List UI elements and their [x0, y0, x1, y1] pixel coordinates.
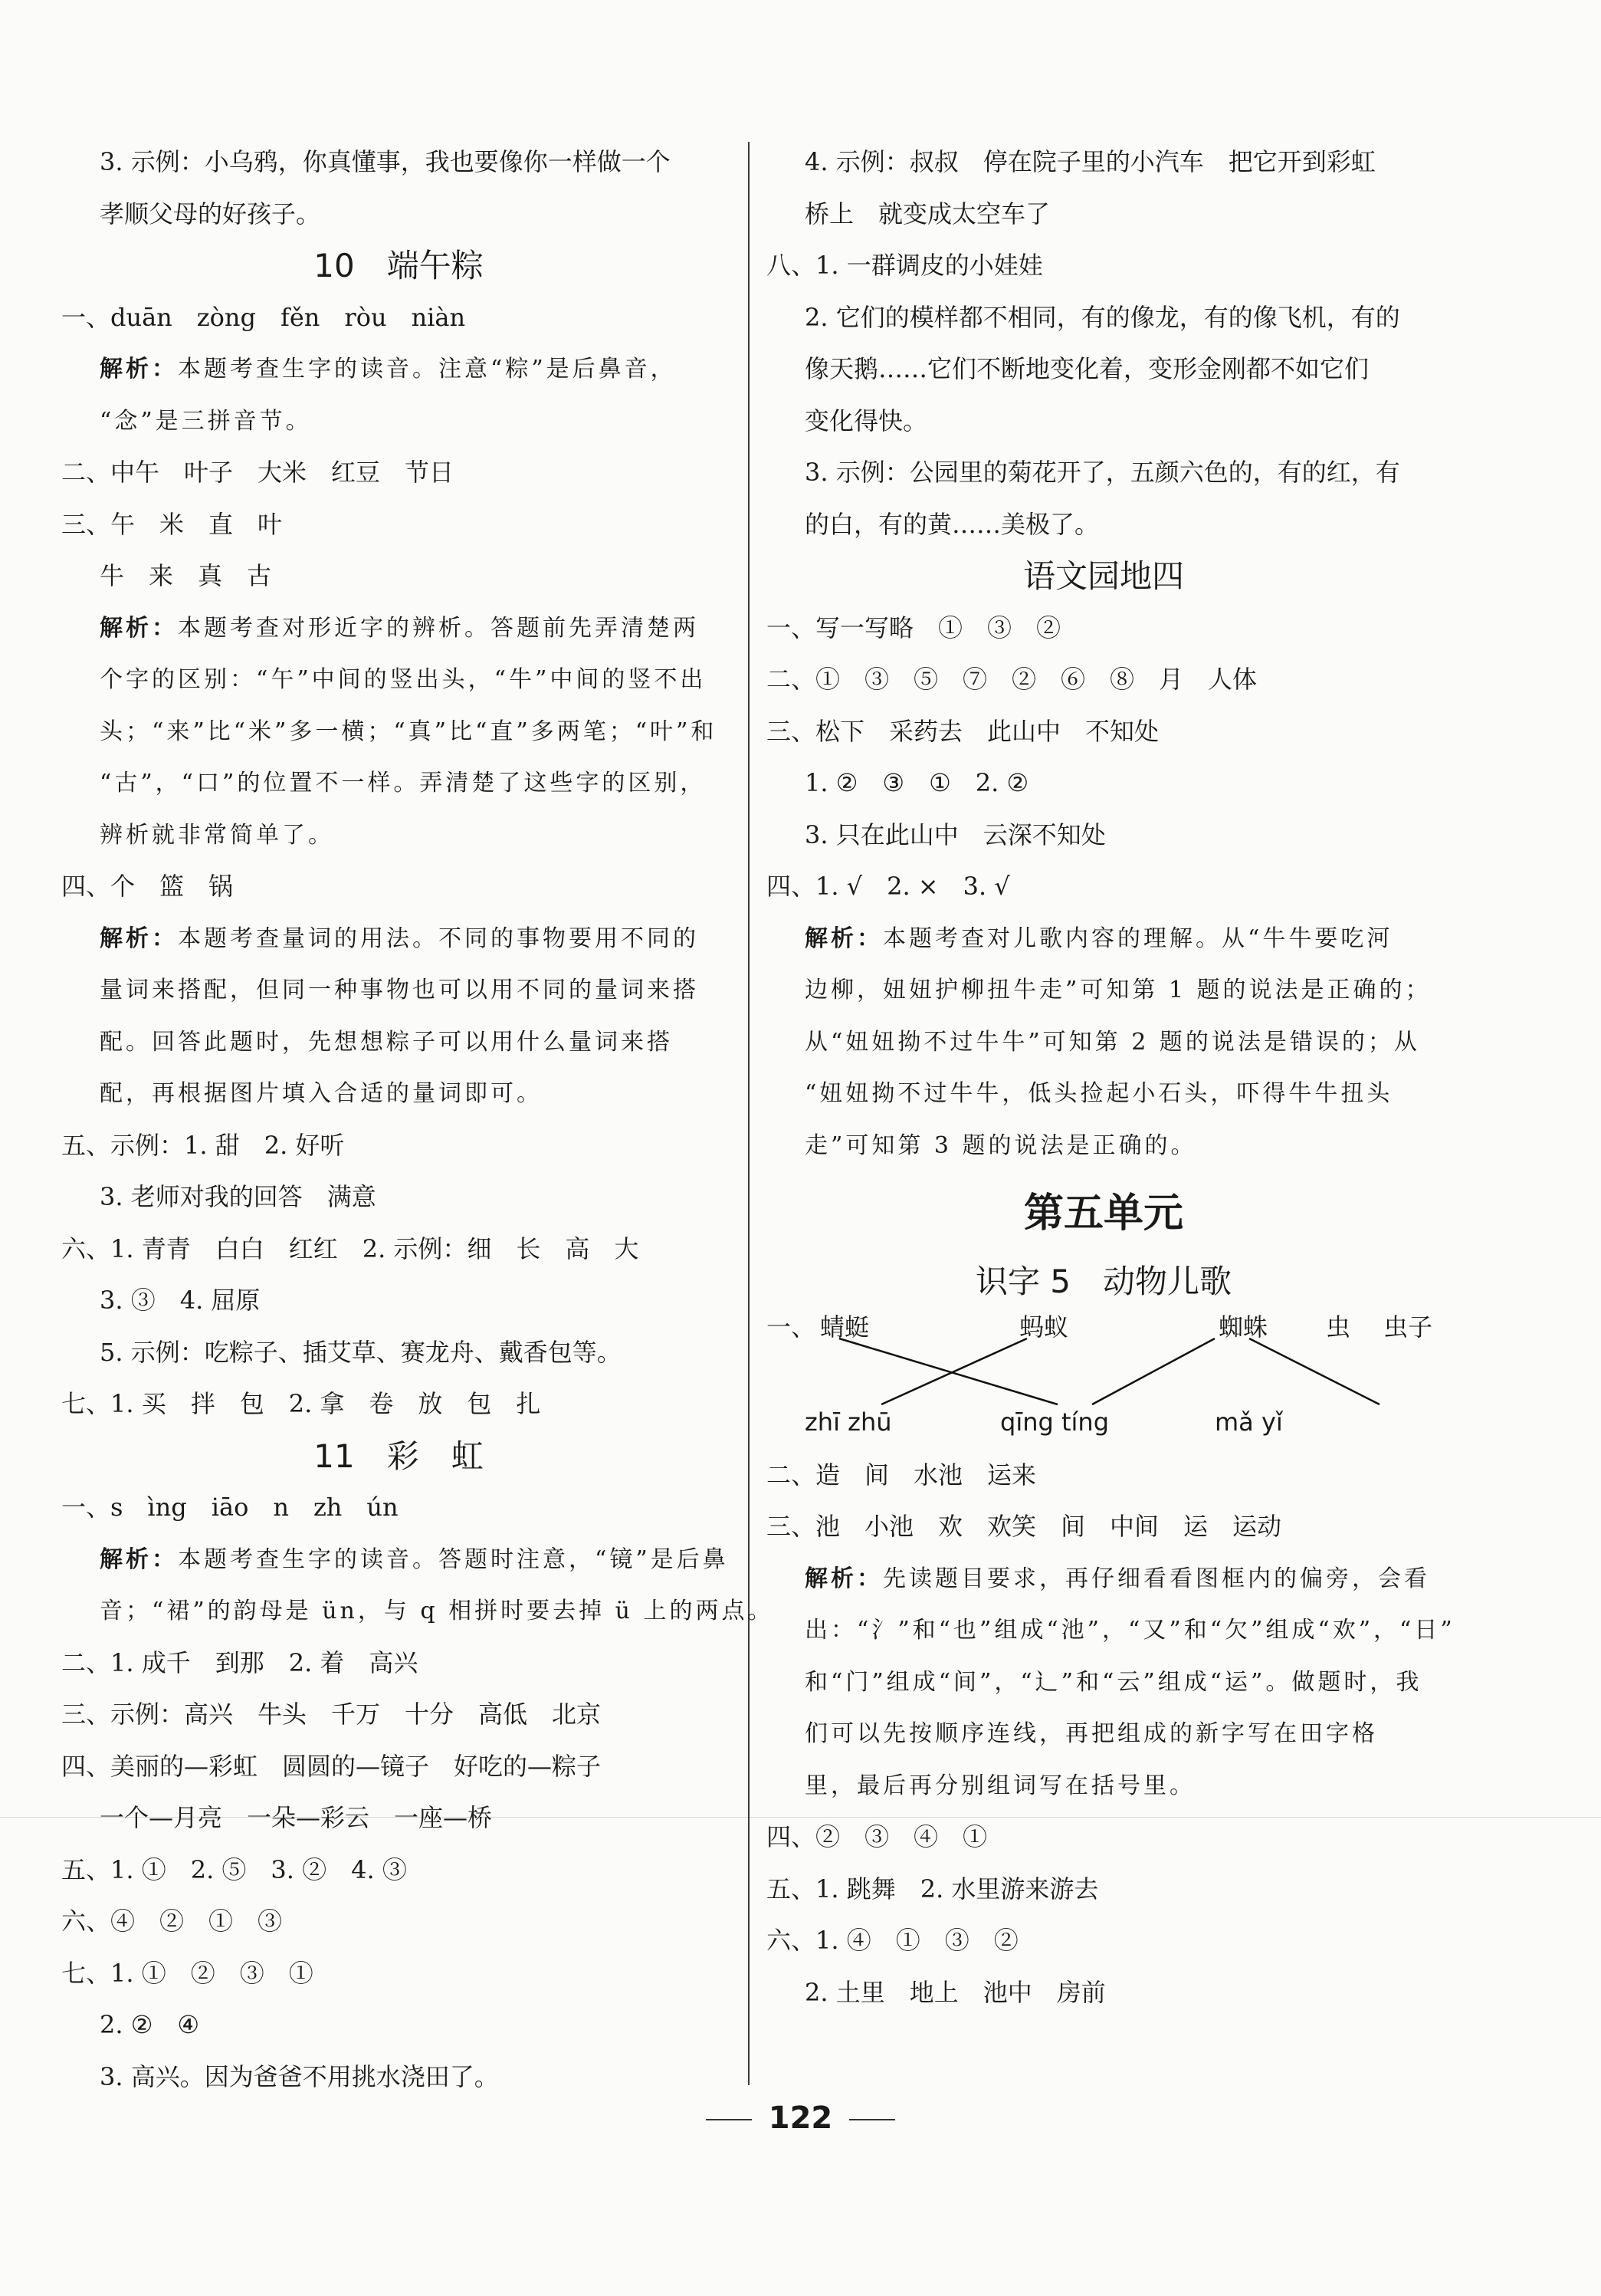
match-word: 虫 [1326, 1312, 1351, 1342]
answer-line: 变化得快。 [805, 406, 928, 435]
footer-dash [706, 2119, 752, 2120]
explanation-line: “妞妞拗不过牛牛，低头捡起小石头，吓得牛牛扭头 [805, 1080, 1393, 1107]
explanation-line: 们可以先按顺序连线，再把组成的新字写在田字格 [805, 1720, 1378, 1747]
explanation-label: 解析： [805, 925, 883, 952]
explanation-line: 解析：本题考查量词的用法。不同的事物要用不同的 [100, 925, 699, 952]
match-word: 蜻蜓 [820, 1312, 870, 1342]
explanation-line: 解析：本题考查生字的读音。注意“粽”是后鼻音， [100, 356, 677, 383]
answer-line: 五、1. ① 2. ⑤ 3. ② 4. ③ [61, 1854, 407, 1884]
match-line [881, 1339, 1027, 1404]
explanation-line: 音；“裙”的韵母是 ün，与 q 相拼时要去掉 ü 上的两点。 [100, 1598, 774, 1624]
text-line: 4. 示例：叔叔 停在院子里的小汽车 把它开到彩虹 [805, 147, 1376, 176]
explanation-label: 解析： [100, 925, 178, 952]
column-divider [748, 142, 750, 2085]
answer-line: 三、午 米 直 叶 [61, 509, 283, 539]
answer-line: 1. ② ③ ① 2. ② [805, 768, 1029, 797]
answer-line: 三、松下 采药去 此山中 不知处 [766, 716, 1160, 746]
explanation-line: 辨析就非常简单了。 [100, 821, 334, 849]
lesson-title: 11 彩 虹 [313, 1437, 484, 1475]
answer-line: 5. 示例：吃粽子、插艾草、赛龙舟、戴香包等。 [100, 1337, 622, 1367]
answer-line: 六、1. ④ ① ③ ② [766, 1926, 1019, 1955]
answer-line: 六、1. 青青 白白 红红 2. 示例：细 长 高 大 [61, 1233, 639, 1263]
explanation-line: 个字的区别：“午”中间的竖出头，“牛”中间的竖不出 [100, 666, 707, 693]
answer-line: 四、② ③ ④ ① [766, 1822, 988, 1851]
match-line [1092, 1339, 1215, 1404]
explanation-line: 和“门”组成“间”，“辶”和“云”组成“运”。做题时，我 [805, 1668, 1422, 1696]
match-line [839, 1339, 1058, 1404]
section-title: 语文园地四 [1022, 557, 1184, 595]
explanation-line: 配。回答此题时，先想想粽子可以用什么量词来搭 [100, 1028, 673, 1056]
answer-line: 四、美丽的—彩虹 圆圆的—镜子 好吃的—粽子 [61, 1751, 602, 1781]
explanation-line: 解析：本题考查对儿歌内容的理解。从“牛牛要吃河 [805, 925, 1393, 952]
answer-line: 二、1. 成千 到那 2. 着 高兴 [61, 1647, 418, 1677]
explanation-line: “念”是三拼音节。 [100, 407, 312, 435]
answer-line: 二、造 间 水池 运来 [766, 1460, 1037, 1490]
answer-line: 2. 土里 地上 池中 房前 [805, 1977, 1106, 2007]
matching-exercise [766, 1308, 1441, 1450]
answer-line: 3. 老师对我的回答 满意 [100, 1182, 376, 1211]
match-line [1249, 1339, 1380, 1404]
answer-line: 五、示例：1. 甜 2. 好听 [61, 1130, 345, 1160]
answer-line: 二、① ③ ⑤ ⑦ ② ⑥ ⑧ 月 人体 [766, 665, 1258, 694]
text-line: 孝顺父母的好孩子。 [100, 199, 321, 228]
lesson-title: 识字 5 动物儿歌 [975, 1263, 1232, 1300]
explanation-line: 出：“氵”和“也”组成“池”，“又”和“欠”组成“欢”，“日” [805, 1617, 1455, 1644]
lesson-title: 10 端午粽 [313, 247, 484, 284]
answer-line: 七、1. 买 拌 包 2. 拿 卷 放 包 扎 [61, 1389, 541, 1418]
explanation-line: 解析：本题考查对形近字的辨析。答题前先弄清楚两 [100, 614, 699, 642]
right-column [766, 136, 1455, 2018]
answer-line: 像天鹅……它们不断地变化着，变形金刚都不如它们 [805, 354, 1370, 383]
answer-line: 三、池 小池 欢 欢笑 间 中间 运 运动 [766, 1512, 1282, 1541]
explanation-line: 配，再根据图片填入合适的量词即可。 [100, 1080, 543, 1107]
answer-line: 七、1. ① ② ③ ① [61, 1958, 313, 1988]
text-line: 桥上 就变成太空车了 [805, 199, 1051, 228]
answer-line: 一、duān zòng fěn ròu niàn [61, 302, 466, 332]
explanation-line: 边柳，妞妞护柳扭牛走”可知第 1 题的说法是正确的； [805, 977, 1432, 1003]
answer-line: 3. 高兴。因为爸爸不用挑水浇田了。 [100, 2061, 499, 2091]
match-pinyin: zhī zhū [805, 1407, 892, 1437]
answer-line: 3. 只在此山中 云深不知处 [805, 820, 1106, 849]
match-word: 虫子 [1383, 1312, 1433, 1342]
answer-line: 三、示例：高兴 牛头 千万 十分 高低 北京 [61, 1700, 602, 1729]
answer-line: 四、1. √ 2. × 3. √ [766, 872, 1010, 901]
explanation-label: 解析： [100, 1545, 178, 1573]
answer-line: 八、1. 一群调皮的小娃娃 [766, 251, 1043, 280]
match-prefix: 一、 [766, 1312, 816, 1342]
explanation-line: 走”可知第 3 题的说法是正确的。 [805, 1132, 1197, 1159]
explanation-line: 量词来搭配，但同一种事物也可以用不同的量词来搭 [100, 977, 699, 1003]
explanation-line: 解析：本题考查生字的读音。答题时注意，“镜”是后鼻 [100, 1545, 729, 1573]
explanation-line: 里，最后再分别组词写在括号里。 [805, 1772, 1196, 1799]
footer-dash [849, 2119, 895, 2120]
answer-line: 3. 示例：公园里的菊花开了，五颜六色的，有的红，有 [805, 458, 1400, 487]
answer-line: 2. 它们的模样都不相同，有的像龙，有的像飞机，有的 [805, 302, 1400, 332]
answer-line: 一、写一写略 ① ③ ② [766, 613, 1061, 642]
answer-line: 四、个 篮 锅 [61, 872, 234, 901]
match-word: 蜘蛛 [1219, 1312, 1268, 1342]
answer-line: 五、1. 跳舞 2. 水里游来游去 [766, 1874, 1099, 1903]
answer-line: 牛 来 真 古 [100, 561, 272, 590]
explanation-line: 头；“来”比“米”多一横；“真”比“直”多两笔；“叶”和 [100, 718, 717, 745]
match-word: 蚂蚁 [1019, 1312, 1069, 1342]
answer-line: 3. ③ 4. 屈原 [100, 1286, 261, 1315]
match-pinyin: qīng tíng [1000, 1407, 1109, 1437]
answer-line: 的白，有的黄……美极了。 [805, 509, 1100, 539]
unit-title: 第五单元 [1023, 1191, 1183, 1237]
answer-line: 二、中午 叶子 大米 红豆 节日 [61, 458, 454, 487]
answer-line: 一个—月亮 一朵—彩云 一座—桥 [100, 1803, 493, 1832]
answer-line: 一、s ìng iāo n zh ún [61, 1493, 399, 1522]
match-pinyin: mǎ yǐ [1215, 1407, 1283, 1437]
page-footer [0, 2101, 1601, 2136]
explanation-label: 解析： [805, 1565, 883, 1592]
page-number: 122 [768, 2101, 833, 2136]
explanation-line: 从“妞妞拗不过牛牛”可知第 2 题的说法是错误的；从 [805, 1028, 1420, 1056]
answer-line: 六、④ ② ① ③ [61, 1907, 283, 1936]
text-line: 3. 示例：小乌鸦，你真懂事，我也要像你一样做一个 [100, 147, 671, 176]
explanation-line: 解析：先读题目要求，再仔细看看图框内的偏旁，会看 [805, 1565, 1430, 1592]
answer-line: 2. ② ④ [100, 2010, 200, 2039]
explanation-line: “古”，“口”的位置不一样。弄清楚了这些字的区别， [100, 770, 707, 797]
explanation-label: 解析： [100, 356, 178, 383]
left-column [61, 136, 774, 2103]
explanation-label: 解析： [100, 614, 178, 642]
